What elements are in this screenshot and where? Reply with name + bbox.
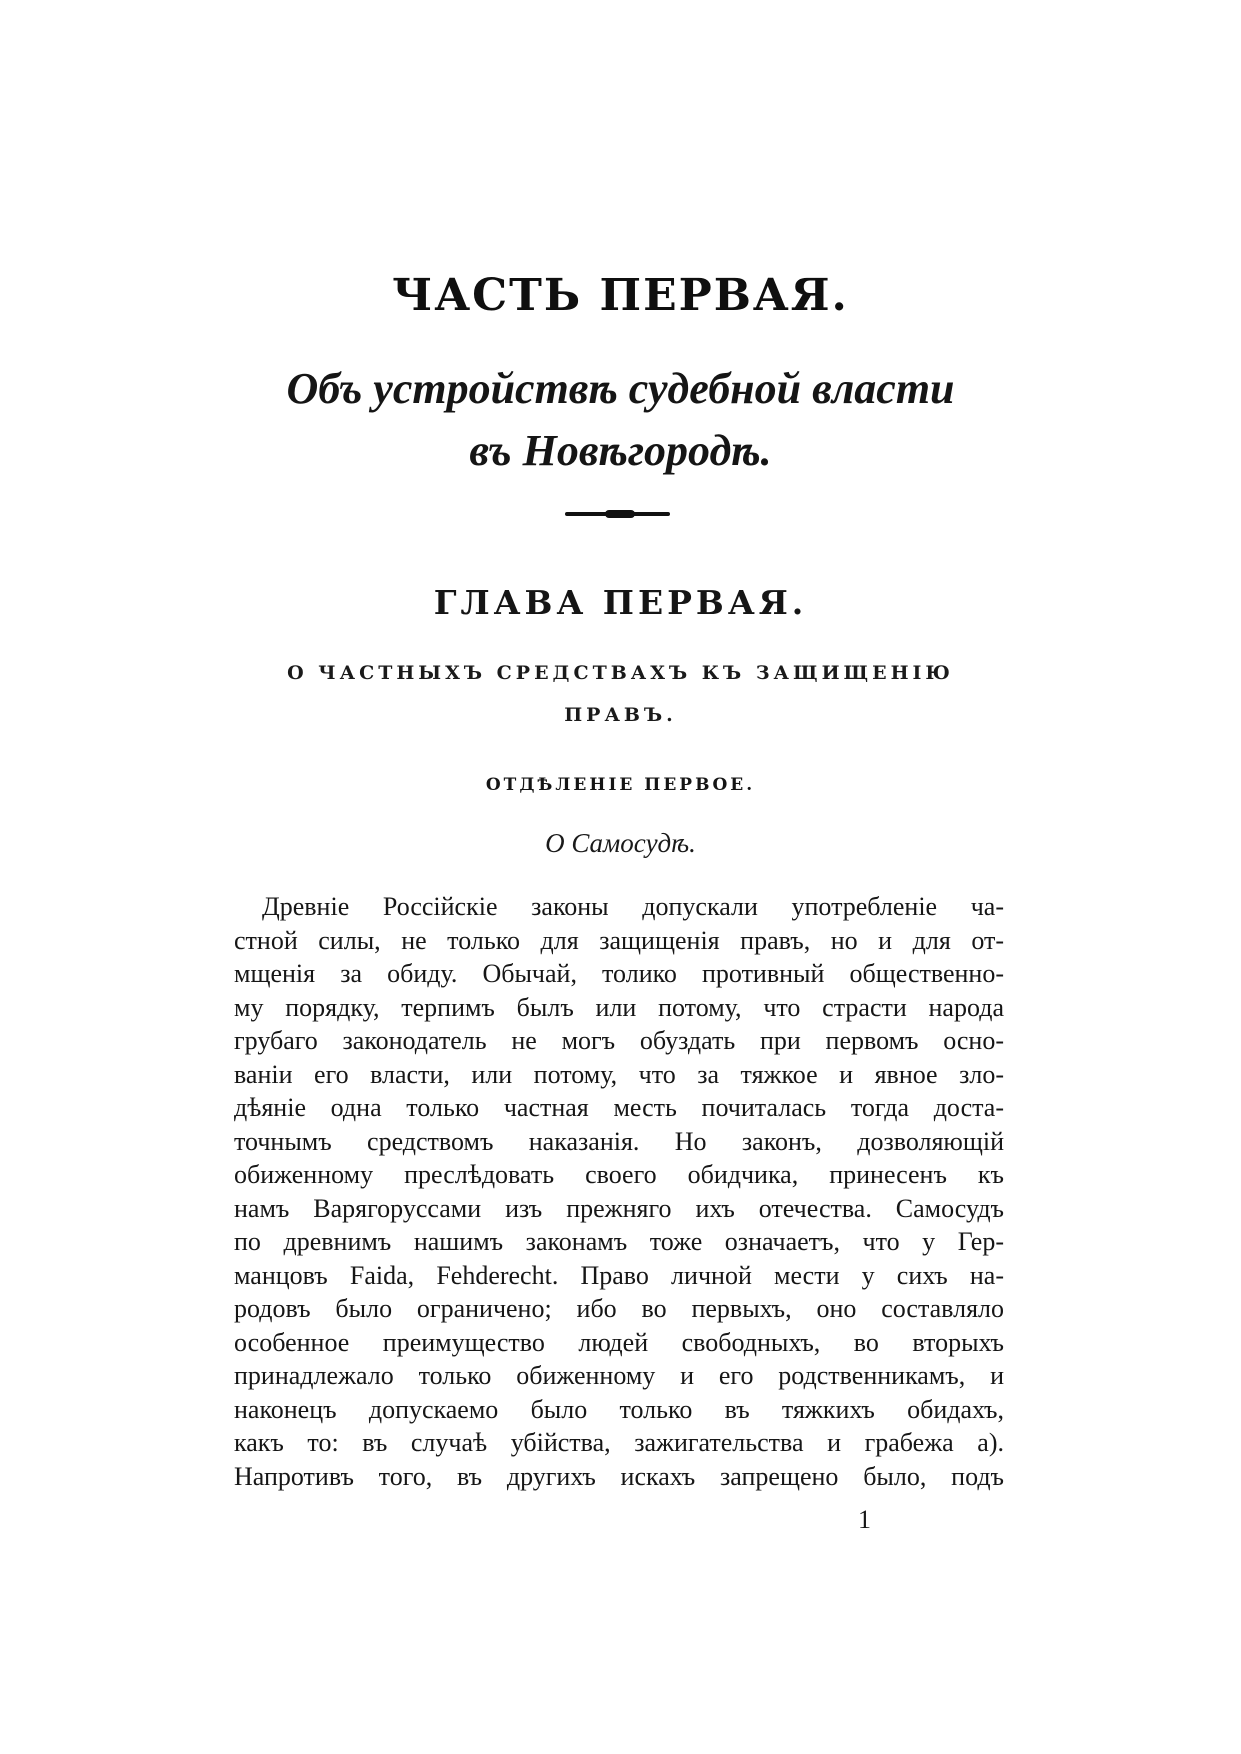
body-line: по древнимъ нашимъ законамъ тоже означаетъ, что у Гер- <box>234 1227 1004 1256</box>
body-line: какъ то: въ случаѣ убійства, зажигательства и грабежа a). <box>234 1428 1004 1457</box>
page-number: 1 <box>858 1505 871 1534</box>
body-line: ваніи его власти, или потому, что за тяжкое и явное зло- <box>234 1059 1004 1089</box>
body-line: Напротивъ того, въ другихъ искахъ запрещено было, подъ <box>234 1461 1004 1491</box>
body-line: точнымъ средствомъ наказанія. Но законъ, дозволяющій <box>234 1126 1004 1156</box>
ornamental-divider <box>565 512 670 516</box>
body-line: стной силы, не только для защищенія правъ, но и для от- <box>234 925 1004 955</box>
body-line: намъ Варягоруссами изъ прежняго ихъ отечества. Самосудъ <box>234 1193 1004 1223</box>
body-line: мщенія за обиду. Обычай, толико противный общественно- <box>234 959 1004 988</box>
body-line: манцовъ Faida, Fehderecht. Право личной мести у сихъ на- <box>234 1260 1004 1290</box>
body-line: му порядку, терпимъ былъ или потому, что страсти народа <box>234 992 1004 1022</box>
part-subtitle-line-1: Объ устройствѣ судебной власти <box>286 364 955 413</box>
body-line: обиженному преслѣдовать своего обидчика, принесенъ къ <box>234 1160 1004 1189</box>
part-subtitle-line-2: въ Новѣгородѣ. <box>469 426 772 475</box>
part-subtitle <box>0 358 1241 482</box>
body-paragraph <box>234 890 1004 1493</box>
body-line: принадлежало только обиженному и его родственникамъ, и <box>234 1361 1004 1390</box>
body-line: грубаго законодатель не могъ обуздать при первомъ осно- <box>234 1026 1004 1055</box>
body-line: дѣяніе одна только частная месть почиталась тогда доста- <box>234 1093 1004 1122</box>
body-line: родовъ было ограничено; ибо во первыхъ, оно составляло <box>234 1294 1004 1323</box>
chapter-subtitle-line-2: ПРАВЪ. <box>564 704 677 726</box>
chapter-title: ГЛАВА ПЕРВАЯ. <box>433 583 808 622</box>
chapter-subtitle-line-1: О ЧАСТНЫХЪ СРЕДСТВАХЪ КЪ ЗАЩИЩЕНІЮ <box>287 662 954 684</box>
chapter-subtitle <box>0 652 1241 736</box>
body-line: Древніе Россійскіе законы допускали употребленіе ча- <box>262 892 1004 921</box>
section-subtitle: О Самосудѣ. <box>545 828 696 858</box>
body-line: наконецъ допускаемо было только въ тяжкихъ обидахъ, <box>234 1394 1004 1424</box>
part-title: ЧАСТЬ ПЕРВАЯ. <box>392 270 849 321</box>
section-title: ОТДѢЛЕНІЕ ПЕРВОЕ. <box>485 775 756 795</box>
body-line: особенное преимущество людей свободныхъ, во вторыхъ <box>234 1327 1004 1357</box>
